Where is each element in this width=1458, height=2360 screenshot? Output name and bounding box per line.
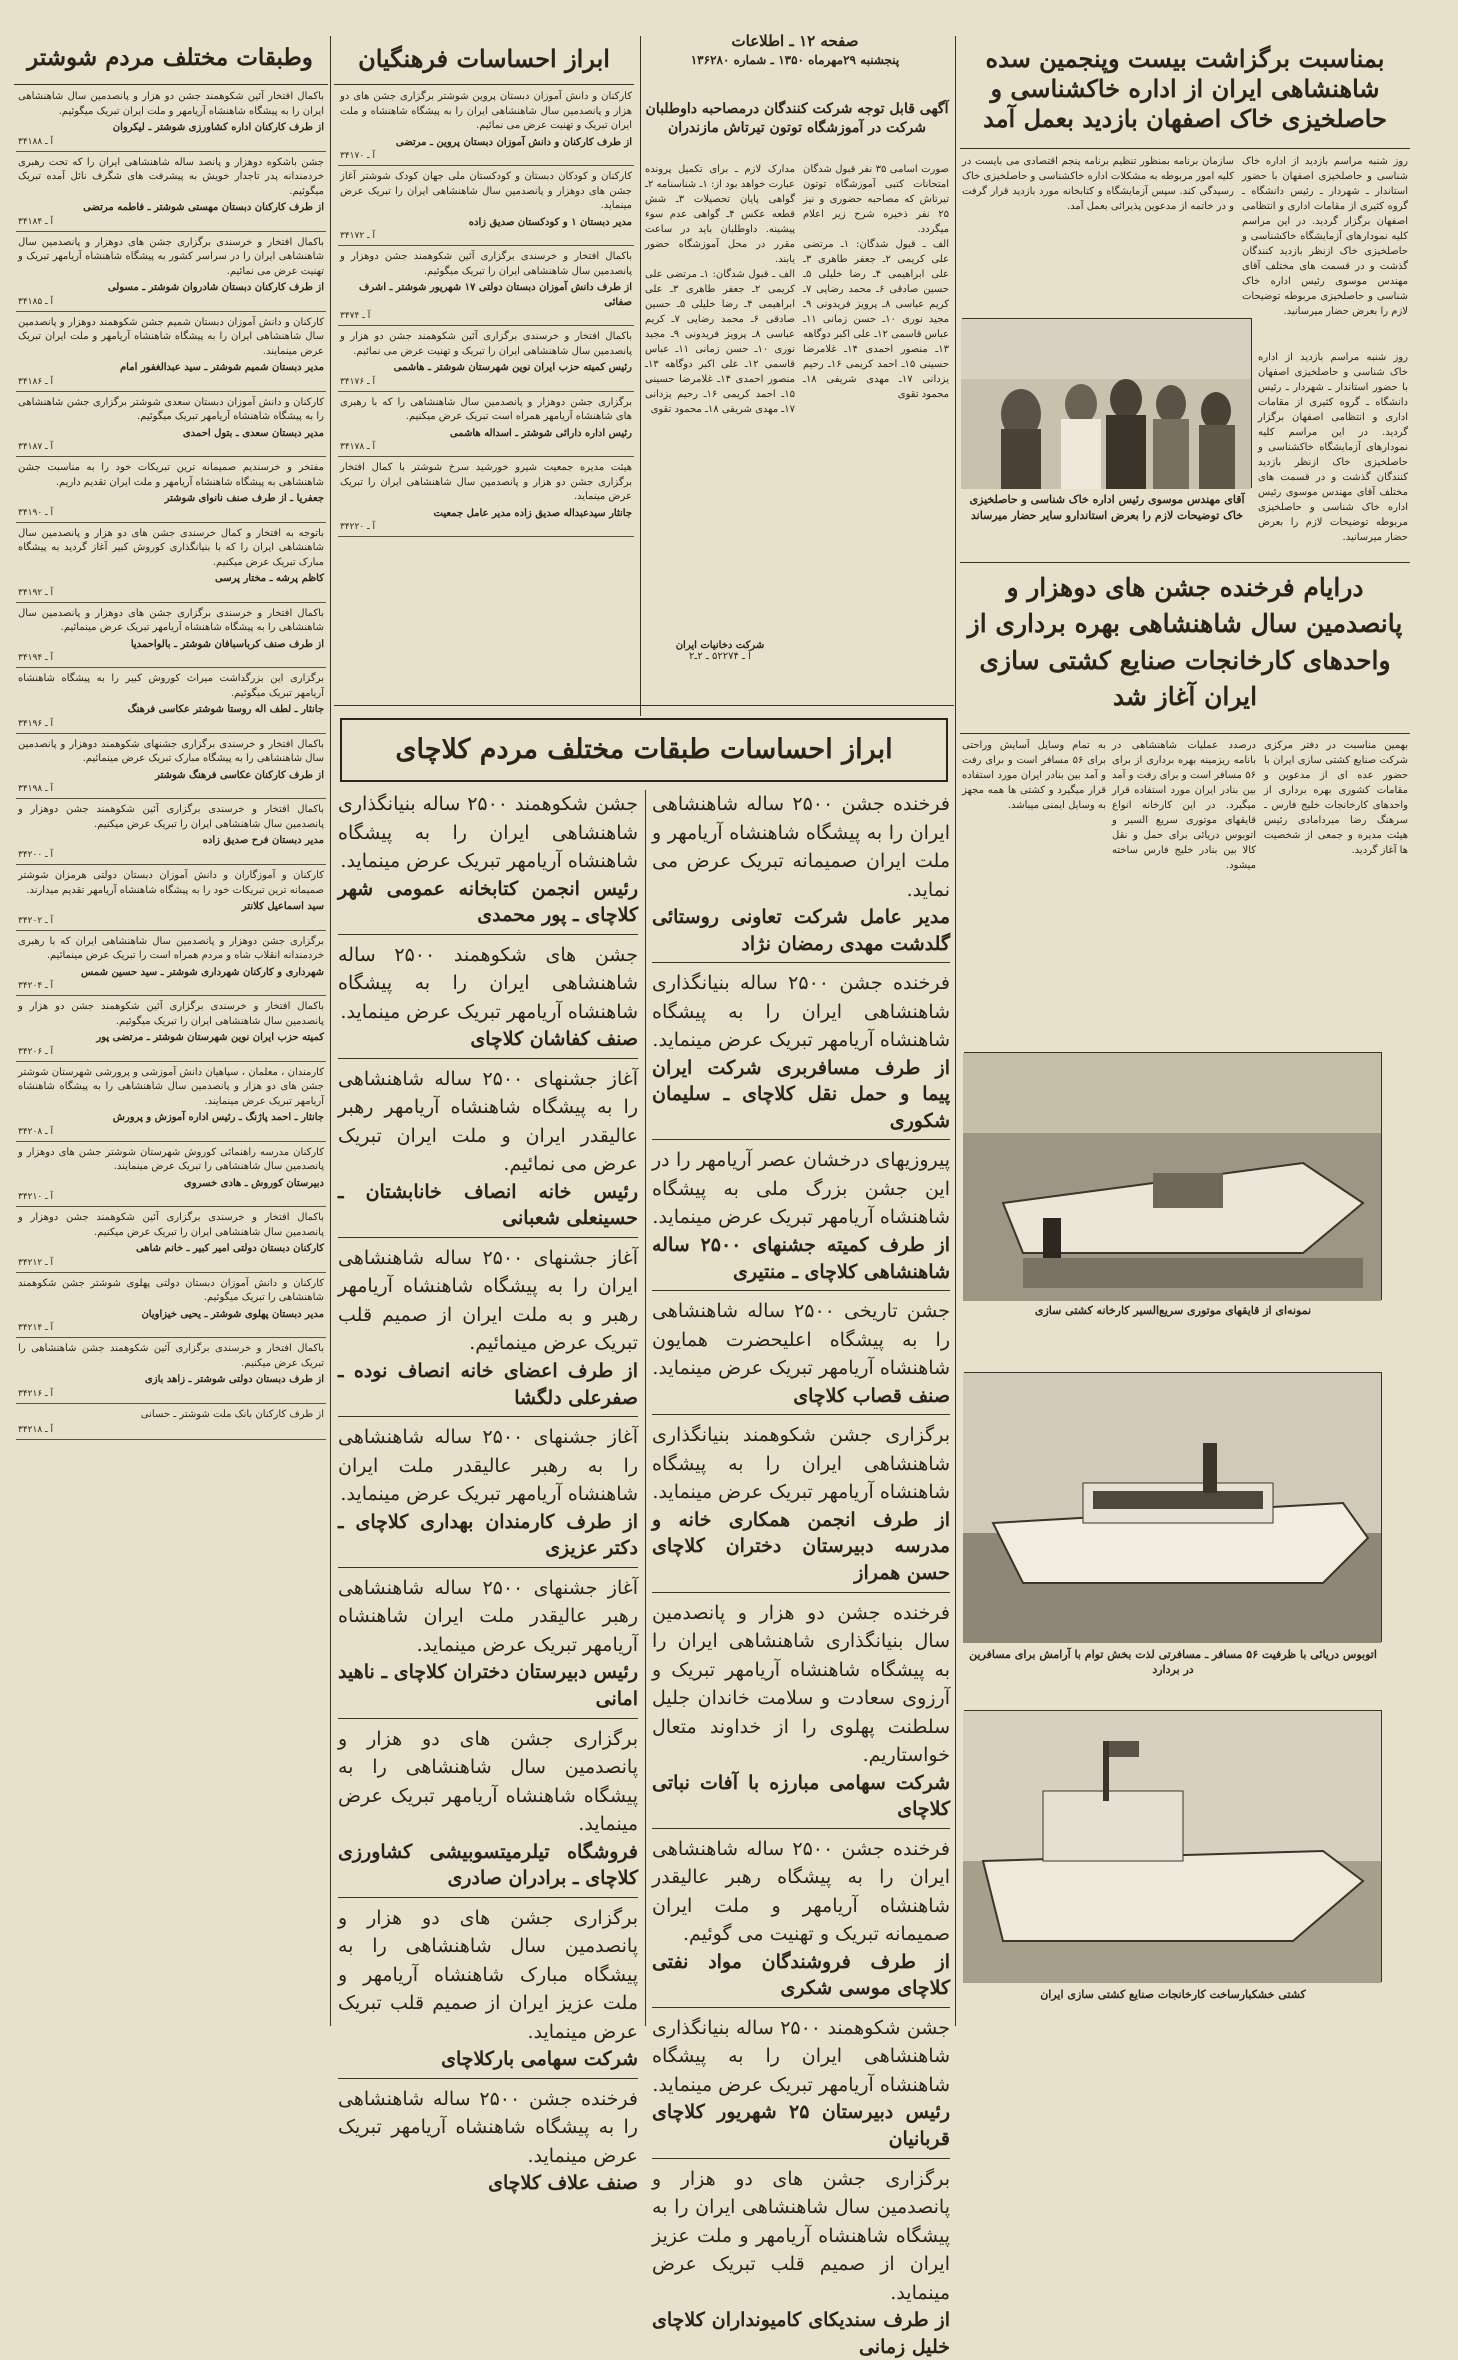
kalachai-ads-right — [652, 790, 950, 2358]
shipyard-article-1: بهمین مناسبت در دفتر مرکزی شرکت صنایع کشتی سازی ایران با حضور عده ای از مدعوین و مقامات کشوری بهره برداری از واحدهای کارخانجات خلیج فارس ـ سرهنگ رضا میردامادی رئیس هیئت مدیره و جمعی از شخصیت ها آغاز گردید. — [1264, 740, 1408, 856]
headline-shushtar-a: ابراز احساسات فرهنگیان — [358, 44, 610, 73]
kalachai-ad: جشن شکوهمند ۲۵۰۰ ساله بنیانگذاری شاهنشاهی ایران را به پیشگاه شاهنشاه آریامهر تبریک عرض مینماید. رئیس دبیرستان ۲۵ شهریور کلاچای قربانیان — [652, 2014, 950, 2159]
kalachai-ad: فرخنده جشن ۲۵۰۰ ساله شاهنشاهی ایران را به پیشگاه رهبر عالیقدر شاهنشاه آریامهر و ملت ایران صمیمانه تبریک و تهنیت می گوئیم. از طرف فروشندگان مواد نفتی کلاچای موسی شکری — [652, 1835, 950, 2008]
kalachai-ad: آغاز جشنهای ۲۵۰۰ ساله شاهنشاهی ایران را به پیشگاه شاهنشاه آریامهر رهبر و به ملت ایران از صمیم قلب تبریک عرض مینمائیم. از طرف اعضای خانه انصاف نوده ـ صفرعلی دلگشا — [338, 1244, 638, 1417]
left-ad: باکمال افتخار و خرسندی برگزاری جشن های دوهزار و پانصدمین سال شاهنشاهی ایران را در سراسر کشور به پیشگاه شاهنشاه آریامهر تبریک و تهنیت عرض می نمائیم. از طرف کارکنان دبستان شادروان شوشتر ـ مسولی آ ـ ۳۴۱۸۵ — [16, 232, 326, 312]
mid-ad: هیئت مدیره جمعیت شیرو خورشید سرخ شوشتر با کمال افتخار برگزاری جشن دو هزار و پانصدمین سال شاهنشاهی ایران را تبریک عرض مینماید. جانثار سیدعبداله صدیق زاده مدیر عامل جمعیت آ ـ ۳۴۲۲۰ — [338, 457, 634, 537]
left-ad: جشن باشکوه دوهزار و پانصد ساله شاهنشاهی ایران را که تحت رهبری خردمندانه پدر تاجدار خویش به پیشرفت های شگرف نائل آمده تبریک میگوئیم. از طرف کارکنان دبستان مهستی شوشتر ـ فاطمه مرتضی آ ـ ۳۴۱۸۴ — [16, 152, 326, 232]
kalachai-ad: جشن تاریخی ۲۵۰۰ ساله شاهنشاهی را به پیشگاه اعلیحضرت همایون شاهنشاه آریامهر تبریک عرض مینماید. صنف قصاب کلاچای — [652, 1297, 950, 1415]
kalachai-ad: برگزاری جشن های دو هزار و پانصدمین سال شاهنشاهی ایران را به پیشگاه شاهنشاه آریامهر و ملت عزیز ایران از صمیم قلب تبریک عرض مینماید. از طرف سندیکای کامیونداران کلاچای خلیل زمانی — [652, 2167, 950, 2358]
cargo-ship-photo — [964, 1710, 1382, 1982]
left-ads — [16, 86, 326, 2036]
left-ad: کارکنان و دانش آموزان دبستان شمیم جشن شکوهمند دوهزار و پانصدمین سال شاهنشاهی ایران را به پیشگاه شاهنشاه آریامهر و ملت ایران تبریک عرض مینمایند. مدیر دبستان شمیم شوشتر ـ سید عبدالغفور امام آ ـ ۳۴۱۸۶ — [16, 312, 326, 392]
headline-soil: بمناسبت برگزاشت بیست وپنجمین سده شاهنشاهی ایران از اداره خاکشناسی و حاصلخیزی خاک اصفهان بازدید بعمل آمد — [983, 44, 1387, 133]
left-ad: برگزاری جشن دوهزار و پانصدمین سال شاهنشاهی ایران که با رهبری خردمندانه انقلاب شاه و مردم همراه است را تبریک عرض مینمائیم. شهرداری و کارکنان شهرداری شوشتر ـ سید حسین شمس آ ـ ۳۴۲۰۴ — [16, 931, 326, 997]
mid-ad: برگزاری جشن دوهزار و پانصدمین سال شاهنشاهی را که با رهبری های شاهنشاه آریامهر همراه است تبریک عرض میکنیم. رئیس اداره دارائی شوشتر ـ اسداله هاشمی آ ـ ۳۴۱۷۸ — [338, 392, 634, 458]
left-ad: کارکنان مدرسه راهنمائی کوروش شهرستان شوشتر جشن های دوهزار و پانصدمین سال شاهنشاهی را تبریک عرض مینمایند. دبیرستان کوروش ـ هادی خسروی آ ـ ۳۴۲۱۰ — [16, 1142, 326, 1208]
kalachai-ad: برگزاری جشن شکوهمند بنیانگذاری شاهنشاهی ایران را به پیشگاه شاهنشاه آریامهر تبریک عرض مینماید. از طرف انجمن همکاری خانه و مدرسه دبیرستان دختران کلاچای حسن همراز — [652, 1421, 950, 1592]
left-ad: کارمندان ، معلمان ، سپاهیان دانش آموزشی و پرورشی شهرستان شوشتر جشن های دو هزار و پانصدمین سال شاهنشاهی را به پیشگاه شاهنشاه آریامهر تبریک عرض مینمایند. جانثار ـ احمد پاژنگ ـ رئیس اداره آموزش و پرورش آ ـ ۳۴۲۰۸ — [16, 1062, 326, 1142]
kalachai-headline-box: ابراز احساسات طبقات مختلف مردم کلاچای — [340, 718, 948, 782]
kalachai-ad: پیروزیهای درخشان عصر آریامهر را در این جشن بزرگ ملی به پیشگاه شاهنشاه آریامهر تبریک عرض مینماید. از طرف کمیته جشنهای ۲۵۰۰ ساله شاهنشاهی کلاچای ـ منتیری — [652, 1146, 950, 1291]
exam-article-2: مدارک لازم ـ برای تکمیل پرونده عبارت خواهد بود از: ۱ـ شناسنامه ۲ـ گواهی پایان تحصیلات ۳ـ شش قطعه عکس ۴ـ گواهی عدم سوء پیشینه. داوطلبان باید در ساعت مقرر در محل آموزشگاه حضور یابند. الف ـ قبول شدگان: ۱ـ مرتضی علی کریمی ۲ـ جعفر طاهری ۳ـ علی ابراهیمی ۴ـ رضا خلیلی ۵ـ حسین صادقی ۶ـ محمد رضایی ۷ـ کریم عباسی ۸ـ پرویز فریدونی ۹ـ مجید نوری ۱۰ـ حسن زمانی ۱۱ـ عباس قاسمی ۱۲ـ علی اکبر دوگاهه ۱۳ـ منصور احمدی ۱۴ـ غلامرضا حسینی ۱۵ـ احمد کریمی ۱۶ـ رحیم یزدانی ۱۷ـ مهدی شریفی ۱۸ـ محمود تقوی — [645, 164, 796, 415]
left-ad: باکمال افتخار آئین شکوهمند جشن دو هزار و پانصدمین سال شاهنشاهی ایران را به پیشگاه شاهنشاه آریامهر و ملت ایران تبریک میگوئیم. از طرف کارکنان اداره کشاورزی شوشتر ـ لیکروان آ ـ ۳۴۱۸۸ — [16, 86, 326, 152]
sea-bus-caption: اتوبوس دریائی با ظرفیت ۵۶ مسافر ـ مسافرتی لذت بخش توام با آرامش برای مسافرین در بردارد — [969, 1648, 1377, 1676]
cargo-ship-image — [963, 1711, 1381, 1983]
page-number: صفحه ۱۲ ـ اطلاعات — [731, 32, 859, 50]
soil-photo — [962, 318, 1252, 488]
speedboat-image — [963, 1053, 1381, 1301]
left-ad: باکمال افتخار و خرسندی برگزاری آئین شکوهمند جشن دوهزار و پانصدمین سال شاهنشاهی ایران را تبریک عرض میکنیم. مدیر دبستان فرح صدیق زاده آ ـ ۳۴۲۰۰ — [16, 799, 326, 865]
soil-article-left: سازمان برنامه بمنظور تنظیم برنامه پنجم اقتصادی می بایست در کلیه امور مربوطه به مشکلات اداره خاکشناسی و حاصلخیزی خاک رسیدگی کند. سپس آزمایشگاه و کتابخانه مورد بازدید قرار گرفت و در خاتمه از مدعوین پذیرائی بعمل آمد. — [962, 156, 1234, 212]
kalachai-ad: فرخنده جشن دو هزار و پانصدمین سال بنیانگذاری شاهنشاهی ایران را به پیشگاه شاهنشاه آریامهر تبریک و آرزوی سعادت و سلامت خاندان جلیل سلطنت پهلوی را از خداوند متعال خواستاریم. شرکت سهامی مبارزه با آفات نباتی کلاچای — [652, 1599, 950, 1829]
mid-ad: باکمال افتخار و خرسندی برگزاری آئین شکوهمند جشن دوهزار و پانصدمین سال شاهنشاهی ایران را تبریک میگوئیم. از طرف دانش آموزان دبستان دولتی ۱۷ شهریور شوشتر ـ اشرف صفائی آ ـ ۳۴۷۴ — [338, 246, 634, 326]
speedboat-caption: نمونه‌ای از قایقهای موتوری سریع‌السیر کارخانه کشتی سازی — [1034, 1304, 1312, 1317]
mid-ad: کارکنان و دانش آموزان دبستان پروین شوشتر برگزاری جشن های دو هزار و پانصدمین سال شاهنشاهی ایران را به پیشگاه شاهنشاه و ملت ایران تبریک و تهنیت عرض می نمائیم. از طرف کارکنان و دانش آموزان دبستان پروین ـ مرتضی آ ـ ۳۴۱۷۰ — [338, 86, 634, 166]
sea-bus-photo — [964, 1372, 1382, 1642]
cargo-ship-caption: کشتی خشکبارساخت کارخانجات صنایع کشتی سازی ایران — [1040, 1988, 1306, 2001]
mid-ad: باکمال افتخار و خرسندی برگزاری آئین شکوهمند جشن دو هزار و پانصدمین سال شاهنشاهی ایران را تبریک و تهنیت عرض می نمائیم. رئیس کمیته حزب ایران نوین شهرستان شوشتر ـ هاشمی آ ـ ۳۴۱۷۶ — [338, 326, 634, 392]
soil-article-bottom: روز شنبه مراسم بازدید از اداره خاک شناسی و حاصلخیزی اصفهان با حضور استاندار ـ شهردار ـ رئیس دانشگاه ـ گروه کثیری از مقامات اداری و انتظامی اصفهان برگزار گردید. در این مراسم کلیه نمودارهای آزمایشگاه خاکشناسی و حاصلخیزی خاک ازنظر بازدید کنندگان گذشت و در قسمت های مختلف آقای مهندس موسوی رئیس اداره خاک شناسی و حاصلخیزی مربوطه توضیحات لازم را بعرض حضار میرسانید. — [1258, 352, 1408, 543]
headline-exam: آگهی قابل توجه شرکت کنندگان درمصاحبه داوطلبان شرکت در آموزشگاه توتون تیرتاش مازندران — [645, 101, 949, 136]
left-ad: باکمال افتخار و خرسندی برگزاری آئین شکوهمند جشن دو هزار و پانصدمین سال شاهنشاهی ایران را تبریک میگوئیم. کمیته حزب ایران نوین شهرستان شوشتر ـ مرتضی پور آ ـ ۳۴۲۰۶ — [16, 996, 326, 1062]
kalachai-ad: فرخنده جشن ۲۵۰۰ ساله بنیانگذاری شاهنشاهی ایران را به پیشگاه شاهنشاه آریامهر تبریک عرض مینماید. از طرف مسافربری شرکت ایران پیما و حمل نقل کلاچای ـ سلیمان شکوری — [652, 969, 950, 1140]
kalachai-ad: فرخنده جشن ۲۵۰۰ ساله شاهنشاهی را به پیشگاه شاهنشاه آریامهر تبریک عرض مینماید. صنف علاف کلاچای — [338, 2087, 638, 2195]
kalachai-ad: فرخنده جشن ۲۵۰۰ ساله شاهنشاهی ایران را به پیشگاه شاهنشاه آریامهر و ملت ایران صمیمانه تبریک عرض می نماید. مدیر عامل شرکت تعاونی روستائی گلدشت مهدی رمضان نژاد — [652, 790, 950, 963]
issue-date: پنجشنبه ۲۹مهرماه ۱۳۵۰ ـ شماره ۱۳۶۲۸۰ — [690, 53, 900, 67]
speedboat-photo — [964, 1052, 1382, 1300]
left-ad: باکمال افتخار و خرسندی برگزاری جشن های دوهزار و پانصدمین سال شاهنشاهی را به پیشگاه شاهنشاه آریامهر تبریک عرض مینمائیم. از طرف صنف کرباسبافان شوشتر ـ بالواحمدیا آ ـ ۳۴۱۹۴ — [16, 603, 326, 669]
sea-bus-image — [963, 1373, 1381, 1643]
left-ad: کارکنان و دانش آموزان دبستان دولتی پهلوی شوشتر جشن شکوهمند شاهنشاهی را تبریک میگوئیم. مدیر دبستان پهلوی شوشتر ـ یحیی خیزاویان آ ـ ۳۴۲۱۴ — [16, 1273, 326, 1339]
kalachai-ad: آغاز جشنهای ۲۵۰۰ ساله شاهنشاهی را به پیشگاه شاهنشاه آریامهر رهبر عالیقدر ایران و ملت ایران تبریک عرض می نمائیم. رئیس خانه انصاف خانابشتان ـ حسینعلی شعبانی — [338, 1065, 638, 1238]
exam-signature: شرکت دخانیات ایران آ ـ ۵۲۲۷۴ ـ ۲ـ۲ — [675, 640, 765, 662]
left-ad: برگزاری این بزرگداشت میراث کوروش کبیر را به پیشگاه شاهنشاه آریامهر تبریک میگوئیم. جانثار ـ لطف اله روستا شوشتر عکاسی فرهنگ آ ـ ۳۴۱۹۶ — [16, 668, 326, 734]
headline-shipyard: درایام فرخنده جشن های دوهزار و پانصدمین سال شاهنشاهی بهره برداری از واحدهای کارخانجات صنایع کشتی سازی ایران آغاز شد — [967, 573, 1403, 711]
left-ad: باتوجه به افتخار و کمال خرسندی جشن های دو هزار و پانصدمین سال شاهنشاهی ایران را که با بنیانگذاری کوروش کبیر آغاز گردید به پیشگاه مبارک تبریک عرض میکنیم. کاظم پرشه ـ مختار پرسی آ ـ ۳۴۱۹۲ — [16, 523, 326, 603]
soil-photo-caption: آقای مهندس موسوی رئیس اداره خاک شناسی و حاصلخیزی خاک توضیحات لازم را بعرض استاندارو سایر حضار میرساند — [969, 493, 1245, 522]
kalachai-ad: جشن های شکوهمند ۲۵۰۰ ساله شاهنشاهی ایران را به پیشگاه شاهنشاه آریامهر تبریک عرض مینماید. صنف کفاشان کلاچای — [338, 941, 638, 1059]
soil-photo-image — [961, 319, 1251, 489]
kalachai-ads-left — [338, 790, 638, 2195]
kalachai-ad: برگزاری جشن های دو هزار و پانصدمین سال شاهنشاهی را به پیشگاه مبارک شاهنشاه آریامهر و ملت عزیز ایران از صمیم قلب تبریک عرض مینماید. شرکت سهامی بارکلاچای — [338, 1904, 638, 2079]
soil-article-right: روز شنبه مراسم بازدید از اداره خاک شناسی و حاصلخیزی اصفهان با حضور استاندار ـ شهردار ـ رئیس دانشگاه ـ گروه کثیری از مقامات اداری و انتظامی اصفهان برگزار گردید. در این مراسم کلیه نمودارهای آزمایشگاه خاکشناسی و حاصلخیزی خاک ازنظر بازدید کنندگان گذشت و در قسمت های مختلف آقای مهندس موسوی رئیس اداره خاک شناسی و حاصلخیزی مربوطه توضیحات لازم را بعرض حضار میرسانید. — [1242, 156, 1408, 317]
left-ad: باکمال افتخار و خرسندی برگزاری آئین شکوهمند جشن دوهزار و پانصدمین سال شاهنشاهی ایران را تبریک عرض میکنیم. کارکنان دبستان دولتی امیر کبیر ـ خانم شاهی آ ـ ۳۴۲۱۲ — [16, 1207, 326, 1273]
kalachai-ad: آغاز جشنهای ۲۵۰۰ ساله شاهنشاهی رهبر عالیقدر ملت ایران شاهنشاه آریامهر تبریک عرض مینماید. رئیس دبیرستان دختران کلاچای ـ ناهید امانی — [338, 1574, 638, 1719]
left-ad: کارکنان و آموزگاران و دانش آموزان دبستان دولتی هرمزان شوشتر صمیمانه ترین تبریکات خود را به پیشگاه شاهنشاه آریامهر تقدیم میدارند. سید اسماعیل کلانتر آ ـ ۳۴۲۰۲ — [16, 865, 326, 931]
headline-shushtar-b: وطبقات مختلف مردم شوشتر — [27, 44, 313, 71]
kalachai-ad: جشن شکوهمند ۲۵۰۰ ساله بنیانگذاری شاهنشاهی ایران را به پیشگاه شاهنشاه آریامهر تبریک عرض مینماید. رئیس انجمن کتابخانه عمومی شهر کلاچای ـ پور محمدی — [338, 790, 638, 935]
left-ad: از طرف کارکنان بانک ملت شوشتر ـ حسانی آ ـ ۳۴۲۱۸ — [16, 1404, 326, 1441]
left-ad: کارکنان و دانش آموزان دبستان سعدی شوشتر برگزاری جشن شاهنشاهی را به پیشگاه شاهنشاه آریامهر تبریک میگوئیم. مدیر دبستان سعدی ـ بتول احمدی آ ـ ۳۴۱۸۷ — [16, 392, 326, 458]
left-ad: مفتخر و خرسندیم صمیمانه ترین تبریکات خود را به مناسبت جشن شاهنشاهی به پیشگاه شاهنشاه آریامهر و ملت ایران تقدیم داریم. جعفریا ـ از طرف صنف نانوای شوشتر آ ـ ۳۴۱۹۰ — [16, 457, 326, 523]
left-ad: باکمال افتخار و خرسندی برگزاری جشنهای شکوهمند دوهزار و پانصدمین سال شاهنشاهی را به پیشگاه مبارک تبریک عرض مینمائیم. از طرف کارکنان عکاسی فرهنگ شوشتر آ ـ ۳۴۱۹۸ — [16, 734, 326, 800]
exam-article-1: صورت اسامی ۳۵ نفر قبول شدگان امتحانات کتبی آموزشگاه توتون تیرتاش که مصاحبه حضوری و نیز ۲۵ نفر ذخیره شرح زیر اعلام میگردد. الف ـ قبول شدگان: ۱ـ مرتضی علی کریمی ۲ـ جعفر طاهری ۳ـ علی ابراهیمی ۴ـ رضا خلیلی ۵ـ حسین صادقی ۶ـ محمد رضایی ۷ـ کریم عباسی ۸ـ پرویز فریدونی ۹ـ مجید نوری ۱۰ـ حسن زمانی ۱۱ـ عباس قاسمی ۱۲ـ علی اکبر دوگاهه ۱۳ـ منصور احمدی ۱۴ـ غلامرضا حسینی ۱۵ـ احمد کریمی ۱۶ـ رحیم یزدانی ۱۷ـ مهدی شریفی ۱۸ـ محمود تقوی — [803, 164, 950, 400]
mid-ads — [338, 86, 634, 698]
page-header — [645, 32, 945, 74]
left-ad: باکمال افتخار و خرسندی برگزاری آئین شکوهمند جشن شاهنشاهی را تبریک عرض میکنیم. از طرف دبستان دولتی شوشتر ـ زاهد بازی آ ـ ۳۴۲۱۶ — [16, 1338, 326, 1404]
mid-ad: کارکنان و کودکان دبستان و کودکستان ملی جهان کودک شوشتر آغاز جشن های دوهزار و پانصدمین سال شاهنشاهی ایران را تبریک عرض مینماید. مدیر دبستان ۱ و کودکستان صدیق زاده آ ـ ۳۴۱۷۲ — [338, 166, 634, 246]
shipyard-article-3: به تمام وسایل آسایش وراحتی برای ۵۶ مسافر است و برای رفت و آمد بین بنادر ایران مورد استفاده قرار میگیرد و کشتی ها همه مجهز به وسایل ایمنی میباشد. — [962, 740, 1106, 811]
kalachai-ad: آغاز جشنهای ۲۵۰۰ ساله شاهنشاهی را به رهبر عالیقدر ملت ایران شاهنشاه آریامهر تبریک عرض مینماید. از طرف کارمندان بهداری کلاچای ـ دکتر عزیزی — [338, 1423, 638, 1568]
kalachai-ad: برگزاری جشن های دو هزار و پانصدمین سال شاهنشاهی را به پیشگاه شاهنشاه آریامهر تبریک عرض مینماید. فروشگاه تیلرمیتسوبیشی کشاورزی کلاچای ـ برادران صادری — [338, 1725, 638, 1898]
shipyard-article-2: درصدد عملیات شاهنشاهی در بانامه ریزمینه بهره برداری از برای ۵۶ مسافر است و برای رفت و آمد بین بنادر ایران مورد استفاده قرار میگیرد. در این کارخانه انواع قایقهای موتوری سریع السیر و اتوبوس دریائی برای حمل و نقل کالا بین بنادر خلیج فارس ساخته میشود. — [1112, 740, 1256, 871]
